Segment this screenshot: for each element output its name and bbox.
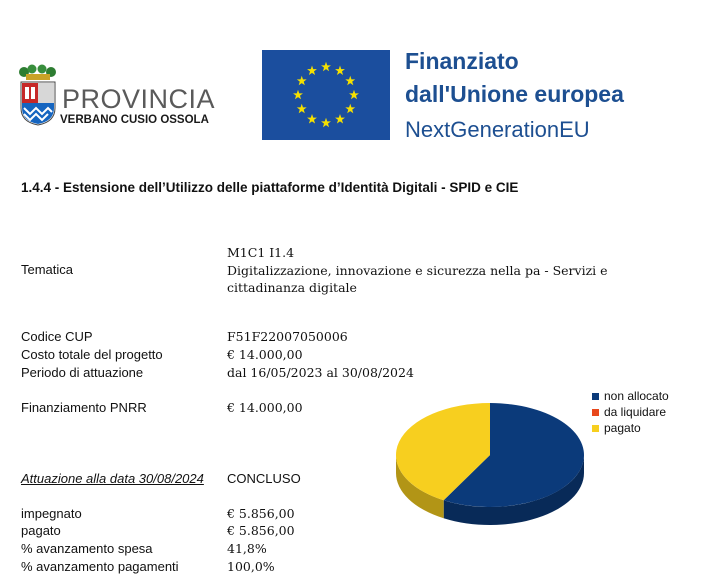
cup-label: Codice CUP [21,329,93,344]
pagato-label: pagato [21,523,61,538]
legend-swatch [592,393,599,400]
legend-label: pagato [604,421,641,435]
impegnato-value: € 5.856,00 [227,506,295,521]
eu-flag-icon [262,50,390,140]
eu-nextgen: NextGenerationEU [405,117,590,142]
pie-chart-svg [390,400,590,540]
legend-label: non allocato [604,389,669,403]
tematica-text-line1: Digitalizzazione, innovazione e sicurezza nella pa - Servizi e [227,263,608,278]
costo-value: € 14.000,00 [227,347,303,362]
eu-title-line2: dall'Unione europea [405,81,624,107]
legend-swatch [592,425,599,432]
pie-legend [592,388,669,436]
province-crest-icon [16,64,60,126]
legend-item [592,388,669,404]
legend-item [592,420,669,436]
pie-chart [390,388,690,538]
province-name: PROVINCIA [62,84,216,114]
legend-label: da liquidare [604,405,667,419]
attuazione-status: CONCLUSO [227,471,301,486]
costo-label: Costo totale del progetto [21,347,163,362]
legend-swatch [592,409,599,416]
attuazione-label: Attuazione alla data 30/08/2024 [21,471,204,486]
avanzamento-spesa-value: 41,8% [227,541,267,556]
avanzamento-spesa-label: % avanzamento spesa [21,541,153,556]
pagato-value: € 5.856,00 [227,523,295,538]
avanzamento-pagamenti-label: % avanzamento pagamenti [21,559,179,574]
avanzamento-pagamenti-value: 100,0% [227,559,275,574]
province-logo [16,64,216,130]
tematica-label: Tematica [21,262,74,277]
province-subtitle: VERBANO CUSIO OSSOLA [60,114,209,126]
pnrr-value: € 14.000,00 [227,400,303,415]
eu-title-line1: Finanziato [405,48,519,74]
eu-funding-logo [262,48,692,144]
periodo-value: dal 16/05/2023 al 30/08/2024 [227,365,414,380]
page-title: 1.4.4 - Estensione dell’Utilizzo delle piattaforme d’Identità Digitali - SPID e CIE [21,180,519,195]
impegnato-label: impegnato [21,506,82,521]
periodo-label: Periodo di attuazione [21,365,144,380]
cup-value: F51F22007050006 [227,329,348,344]
legend-item [592,404,669,420]
tematica-code: M1C1 I1.4 [227,245,295,260]
pnrr-label: Finanziamento PNRR [21,400,147,415]
tematica-text-line2: cittadinanza digitale [227,280,357,295]
